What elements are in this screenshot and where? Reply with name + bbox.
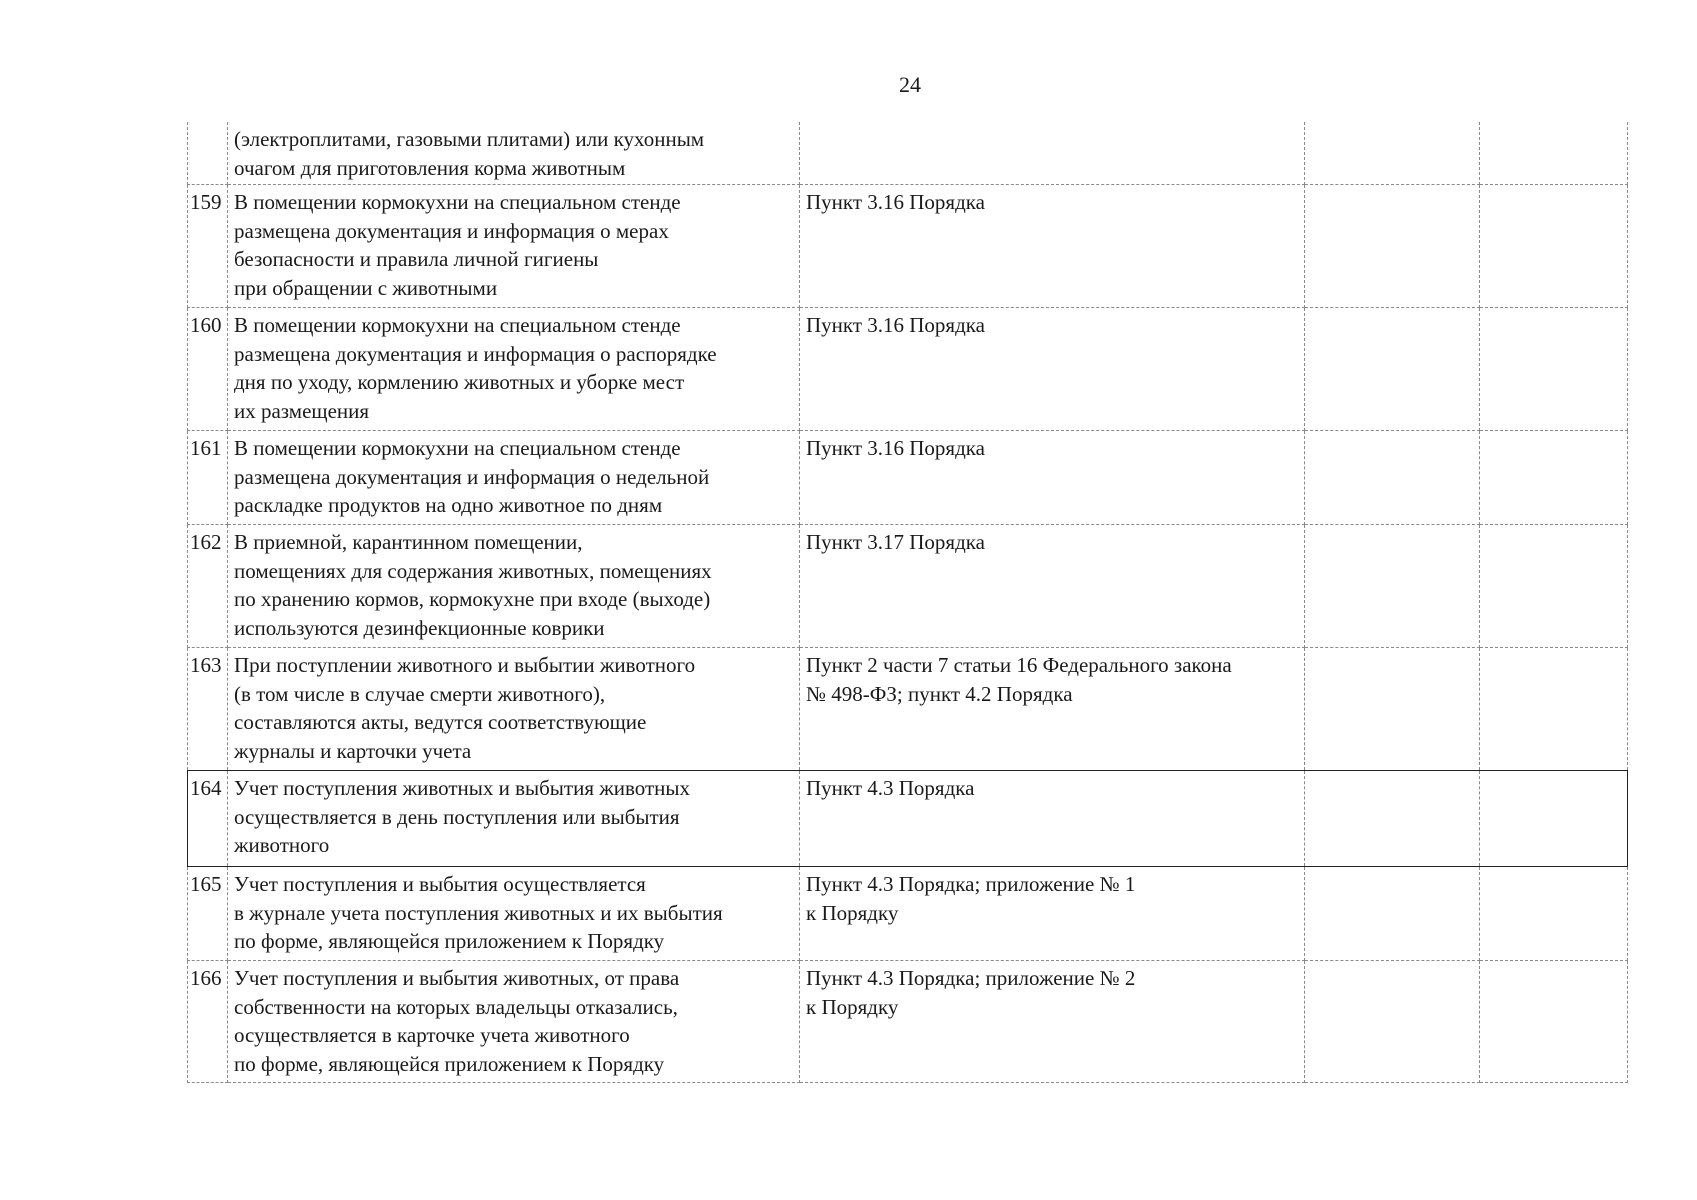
legal-reference: Пункт 4.3 Порядка; приложение № 2 к Порядку (800, 961, 1305, 1083)
legal-reference: Пункт 3.16 Порядка (800, 185, 1305, 308)
table-row (188, 648, 1628, 771)
table-row (188, 961, 1628, 1083)
legal-reference: Пункт 2 части 7 статьи 16 Федерального закона № 498-ФЗ; пункт 4.2 Порядка (800, 648, 1305, 771)
requirement-text: (электроплитами, газовыми плитами) или кухонным очагом для приготовления корма животным (228, 122, 800, 185)
legal-reference: Пункт 4.3 Порядка; приложение № 1 к Порядку (800, 867, 1305, 961)
table-row (188, 431, 1628, 525)
note-cell (1480, 308, 1628, 431)
table-row (188, 122, 1628, 185)
legal-reference: Пункт 3.17 Порядка (800, 525, 1305, 648)
requirements-table (187, 122, 1628, 1083)
requirement-text: Учет поступления животных и выбытия животных осуществляется в день поступления или выбытия животного (228, 771, 800, 867)
note-cell (1480, 431, 1628, 525)
note-cell (1480, 525, 1628, 648)
legal-reference: Пункт 4.3 Порядка (800, 771, 1305, 867)
table-row (188, 308, 1628, 431)
answer-cell (1305, 648, 1480, 771)
requirement-text: В помещении кормокухни на специальном стенде размещена документация и информация о распорядке дня по уходу, кормлению животных и уборке мест их размещения (228, 308, 800, 431)
row-number: 161 (188, 431, 228, 525)
requirement-text: В помещении кормокухни на специальном стенде размещена документация и информация о мерах безопасности и правила личной гигиены при обращении с животными (228, 185, 800, 308)
row-number (188, 122, 228, 185)
requirement-text: При поступлении животного и выбытии животного (в том числе в случае смерти животного), составляются акты, ведутся соответствующие журналы и карточки учета (228, 648, 800, 771)
note-cell (1480, 961, 1628, 1083)
table-row-highlighted (188, 771, 1628, 867)
note-cell (1480, 648, 1628, 771)
note-cell (1480, 122, 1628, 185)
legal-reference: Пункт 3.16 Порядка (800, 308, 1305, 431)
answer-cell (1305, 431, 1480, 525)
note-cell (1480, 185, 1628, 308)
requirement-text: В помещении кормокухни на специальном стенде размещена документация и информация о недельной раскладке продуктов на одно животное по дням (228, 431, 800, 525)
note-cell (1480, 867, 1628, 961)
table-row (188, 185, 1628, 308)
note-cell (1480, 771, 1628, 867)
page-number: 24 (899, 72, 921, 97)
row-number: 162 (188, 525, 228, 648)
legal-reference (800, 122, 1305, 185)
answer-cell (1305, 771, 1480, 867)
answer-cell (1305, 525, 1480, 648)
row-number: 165 (188, 867, 228, 961)
row-number: 166 (188, 961, 228, 1083)
answer-cell (1305, 185, 1480, 308)
requirement-text: Учет поступления и выбытия животных, от права собственности на которых владельцы отказались, осуществляется в карточке учета животного по форме, являющейся приложением к Порядку (228, 961, 800, 1083)
row-number: 163 (188, 648, 228, 771)
legal-reference: Пункт 3.16 Порядка (800, 431, 1305, 525)
answer-cell (1305, 308, 1480, 431)
row-number: 159 (188, 185, 228, 308)
table-row (188, 867, 1628, 961)
requirement-text: Учет поступления и выбытия осуществляется в журнале учета поступления животных и их выбытия по форме, являющейся приложением к Порядку (228, 867, 800, 961)
table-row (188, 525, 1628, 648)
answer-cell (1305, 867, 1480, 961)
answer-cell (1305, 122, 1480, 185)
answer-cell (1305, 961, 1480, 1083)
row-number: 164 (188, 771, 228, 867)
row-number: 160 (188, 308, 228, 431)
requirement-text: В приемной, карантинном помещении, помещениях для содержания животных, помещениях по хранению кормов, кормокухне при входе (выходе) используются дезинфекционные коврики (228, 525, 800, 648)
